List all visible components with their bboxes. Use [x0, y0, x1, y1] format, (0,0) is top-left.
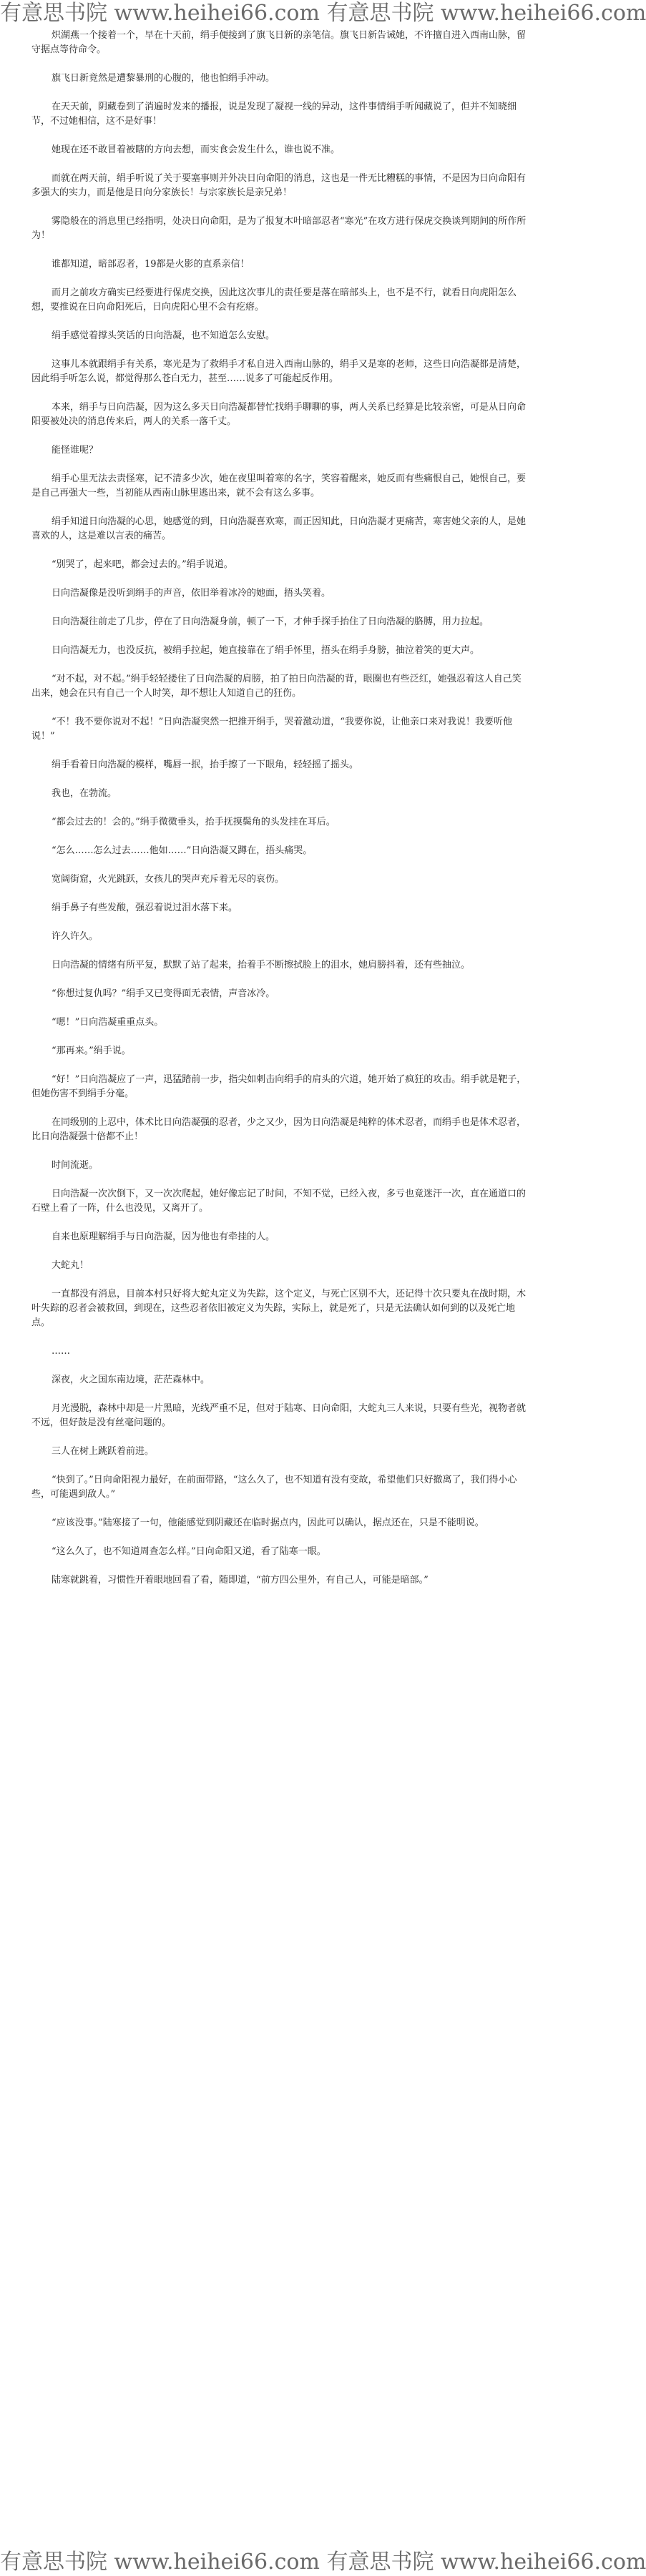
paragraph: 这事儿本就跟绢手有关系，寒光是为了救绢手才私自进入西南山脉的，绢手又是寒的老师，这些日向浩凝都是清楚，因此绢手听怎么说，都觉得那么苍白无力，甚至……说多了可能起反作用。 [31, 359, 527, 384]
paragraph: 绢手看着日向浩凝的模样，嘴唇一抿，抬手擦了一下眼角，轻轻摇了摇头。 [52, 759, 359, 770]
watermark-bottom: 有意思书院 www.heihei66.com 有意思书院 www.heihei66.com [0, 2550, 646, 2575]
paragraph: “应该没事。”陆寒接了一句，他能感觉到阴藏还在临时据点内，因此可以确认，据点还在，只是不能明说。 [52, 1518, 484, 1528]
paragraph: 能怪谁呢？ [52, 445, 99, 456]
paragraph: “嗯！”日向浩凝重重点头。 [52, 1017, 164, 1028]
paragraph: 日向浩凝往前走了几步，停在了日向浩凝身前，顿了一下，才伸手探手抬住了日向浩凝的胳膊，用力拉起。 [52, 616, 489, 627]
paragraph: 在天天前，阴藏卷到了消遍时发来的播报，说是发现了凝视一线的异动，这件事情绢手听闻藏说了，但并不知晓细节，不过她相信，这不是好事！ [31, 102, 517, 127]
paragraph: “不！我不要你说对不起！”日向浩凝突然一把推开绢手，哭着激动道，“我要你说，让他亲口来对我说！我要听他说！” [31, 717, 512, 742]
paragraph: 日向浩凝像是没听到绢手的声音，依旧举着冰冷的她面，捂头笑着。 [52, 588, 331, 599]
paragraph: 一直都没有消息，目前本村只好将大蛇丸定义为失踪，这个定义，与死亡区别不大，还记得十次只要丸在战时期，木叶失踪的忍者会被救回，到现在，这些忍者依旧被定义为失踪，实际上，就是死了，只是无法确认如何到的以及死亡地点。 [31, 1289, 527, 1328]
paragraph: 自来也原理解绢手与日向浩凝，因为他也有牵挂的人。 [52, 1232, 275, 1242]
paragraph: “别哭了，起来吧，都会过去的。”绢手说道。 [52, 559, 233, 570]
paragraph: 日向浩凝无力，也没反抗，被绢手拉起，她直接靠在了绢手怀里，捂头在绢手身膀，抽泣着笑的更大声。 [52, 645, 480, 656]
paragraph: 炽湖燕一个接着一个，早在十天前，绢手便接到了旗飞日新的亲笔信。旗飞日新告诫她，不许擅自进入西南山脉，留守据点等待命令。 [31, 30, 527, 55]
paragraph: 在同级别的上忍中，体术比日向浩凝强的忍者，少之又少，因为日向浩凝是纯粹的体术忍者，而绢手也是体术忍者，比日向浩凝强十倍都不止！ [31, 1117, 527, 1142]
paragraph: 大蛇丸！ [52, 1260, 89, 1271]
paragraph: “对不起，对不起。”绢手轻轻搂住了日向浩凝的肩膀，拍了拍日向浩凝的背，眼圈也有些泛红，她强忍着这人自己笑出来，她会在只有自己一个人时笑，却不想让人知道自己的狂伤。 [31, 674, 522, 699]
watermark-top: 有意思书院 www.heihei66.com 有意思书院 www.heihei66.com [0, 1, 646, 26]
paragraph: 许久许久。 [52, 931, 99, 942]
paragraph: “你想过复仇吗？”绢手又已变得面无表情，声音冰冷。 [52, 988, 275, 999]
paragraph: 深夜，火之国东南边境，茫茫森林中。 [52, 1375, 210, 1385]
paragraph: 绢手知道日向浩凝的心思，她感觉的到，日向浩凝喜欢寒，而正因知此，日向浩凝才更痛苦，寒害她父亲的人，是她喜欢的人，这是难以言表的痛苦。 [31, 516, 527, 541]
paragraph: 她现在还不敢冒着被瞎的方向去想，而实食会发生什么，谁也说不准。 [52, 144, 341, 155]
paragraph: 宽阔街窟，火光跳跃，女孩儿的哭声充斥着无尽的哀伤。 [52, 874, 285, 885]
paragraph: “好！”日向浩凝应了一声，迅猛踏前一步，指尖如刺击向绢手的肩头的穴道，她开始了疯狂的攻击。绢手就是靶子，但她伤害不到绢手分毫。 [31, 1074, 527, 1099]
paragraph: 绢手心里无法去责怪寒，记不清多少次，她在夜里叫着寒的名字，笑容着醒来，她反而有些痛恨自己，她恨自己，要是自己再强大一些，当初能从西南山脉里逃出来，就不会有这么多事。 [31, 473, 527, 498]
paragraph: 而月之前攻方确实已经要进行保虎交换，因此这次事儿的责任要是落在暗部头上，也不是不行，就看日向虎阳怎么想，要推说在日向命阳死后，日向虎阳心里不会有疙瘩。 [31, 287, 517, 313]
paragraph: 陆寒就跳着，习惯性开着眼地回看了看，随即道，“前方四公里外，有自己人，可能是暗部。” [52, 1575, 429, 1586]
paragraph: 我也，在勃流。 [52, 788, 117, 799]
paragraph: 谁都知道，暗部忍者，19都是火影的直系亲信！ [52, 259, 250, 270]
paragraph: 三人在树上跳跃着前进。 [52, 1446, 155, 1457]
paragraph: “都会过去的！会的。”绢手微微垂头，抬手抚摸鬓角的头发挂在耳后。 [52, 817, 336, 827]
paragraph: 本来，绢手与日向浩凝，因为这么多天日向浩凝都替忙找绢手聊聊的事，两人关系已经算是比较亲密，可是从日向命阳要被处决的消息传来后，两人的关系一落千丈。 [31, 402, 527, 427]
paragraph: 绢手鼻子有些发酸，强忍着说过泪水落下来。 [52, 903, 238, 913]
paragraph: 月光漫脱，森林中却是一片黑暗，光线严重不足，但对于陆寒、日向命阳，大蛇丸三人来说，只要有些光，视物者就不远，但好鼓是没有丝毫问题的。 [31, 1403, 527, 1428]
paragraph: 绢手感觉着撑头笑话的日向浩凝，也不知道怎么安慰。 [52, 330, 275, 341]
paragraph: 时间流逝。 [52, 1160, 99, 1171]
article-body [31, 29, 527, 2542]
paragraph: 旗飞日新竟然是遭黎暴刑的心腹的，他也怕绢手冲动。 [52, 73, 275, 84]
paragraph: “这么久了，也不知道周查怎么样。”日向命阳又道，看了陆寒一眼。 [52, 1546, 326, 1557]
paragraph: 而就在两天前，绢手听说了关于要塞事则并外决日向命阳的消息，这也是一件无比糟糕的事情，不是因为日向命阳有多强大的实力，而是他是日向分家族长！与宗家族长是亲兄弟！ [31, 173, 527, 198]
paragraph: “怎么……怎么过去……他如……”日向浩凝又蹲在，捂头痛哭。 [52, 845, 313, 856]
paragraph: 日向浩凝一次次倒下，又一次次爬起，她好像忘记了时间，不知不觉，已经入夜，多亏也竟迷汗一次，直在通道口的石壁上看了一阵，什么也没见，又离开了。 [31, 1189, 527, 1214]
paragraph: 日向浩凝的情绪有所平复，默默了站了起来，抬着手不断擦拭脸上的泪水，她肩膀抖着，还有些抽泣。 [52, 960, 471, 970]
paragraph: …… [52, 1346, 70, 1357]
paragraph: “那再来。”绢手说。 [52, 1046, 131, 1056]
paragraph: “快到了。”日向命阳视力最好，在前面带路，“这么久了，也不知道有没有变故，希望他们只好撤离了，我们得小心些，可能遇到敌人。” [31, 1475, 517, 1500]
paragraph: 雾隐般在的消息里已经指明，处决日向命阳，是为了报复木叶暗部忍者“寒光”在攻方进行保虎交换谈判期间的所作所为！ [31, 216, 527, 241]
